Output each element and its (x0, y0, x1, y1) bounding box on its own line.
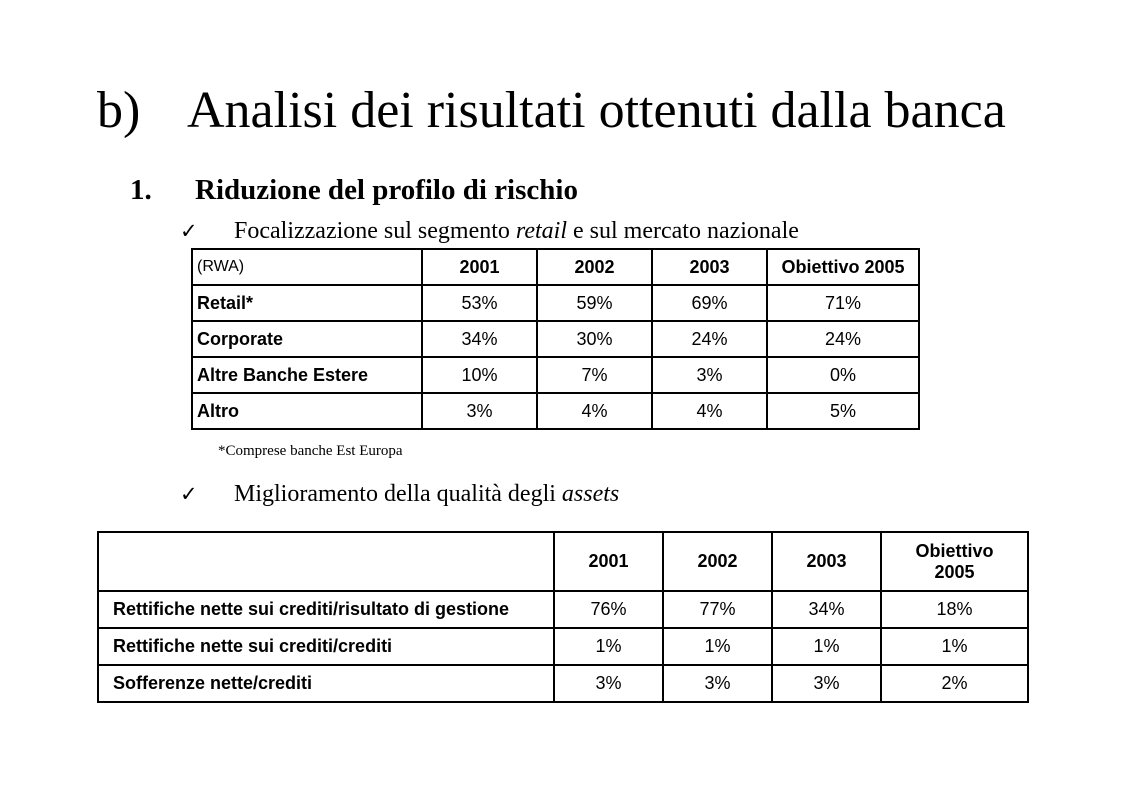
table-cell: 4% (537, 393, 652, 429)
table-cell: 3% (652, 357, 767, 393)
row-label: Sofferenze nette/crediti (98, 665, 554, 702)
table-cell: 4% (652, 393, 767, 429)
table-row (192, 321, 919, 357)
table-cell: 0% (767, 357, 919, 393)
table-cell: 71% (767, 285, 919, 321)
row-label: Rettifiche nette sui crediti/risultato di gestione (98, 591, 554, 628)
bullet-text-before: Focalizzazione sul segmento (234, 218, 516, 244)
table-row (192, 285, 919, 321)
table-cell: 10% (422, 357, 537, 393)
table-row (98, 665, 1028, 702)
table-header-cell: 2001 (554, 532, 663, 591)
table-header-cell: 2003 (772, 532, 881, 591)
checkmark-icon: ✓ (180, 219, 198, 243)
table-header-cell (98, 532, 554, 591)
table-cell: 3% (663, 665, 772, 702)
table-cell: 59% (537, 285, 652, 321)
table-cell: 1% (554, 628, 663, 665)
table-cell: 76% (554, 591, 663, 628)
rwa-table (191, 248, 920, 430)
table-cell: 3% (772, 665, 881, 702)
table-header-cell: (RWA) (192, 249, 422, 285)
bullet-text-italic: assets (561, 481, 620, 507)
title-label: b) (97, 82, 141, 139)
table-header-cell: 2003 (652, 249, 767, 285)
row-label: Retail* (192, 285, 422, 321)
table-row (192, 357, 919, 393)
table-cell: 3% (422, 393, 537, 429)
section-heading-text: Riduzione del profilo di rischio (195, 174, 578, 206)
table-cell: 24% (767, 321, 919, 357)
row-label: Altro (192, 393, 422, 429)
table-cell: 1% (772, 628, 881, 665)
table-cell: 1% (663, 628, 772, 665)
header-line-1: Obiettivo (915, 540, 994, 561)
table-cell: 77% (663, 591, 772, 628)
row-label: Altre Banche Estere (192, 357, 422, 393)
table-cell: 69% (652, 285, 767, 321)
table-header-cell: 2001 (422, 249, 537, 285)
table-row (98, 591, 1028, 628)
bullet-retail (180, 216, 799, 246)
bullet-text-after: e sul mercato nazionale (567, 218, 799, 244)
table-cell: 53% (422, 285, 537, 321)
table-cell: 1% (881, 628, 1028, 665)
table-cell: 5% (767, 393, 919, 429)
header-line-2: 2005 (934, 561, 975, 582)
section-number: 1. (130, 174, 152, 206)
row-label: Corporate (192, 321, 422, 357)
slide-title (97, 80, 1006, 142)
row-label: Rettifiche nette sui crediti/crediti (98, 628, 554, 665)
table-cell: 34% (772, 591, 881, 628)
table-cell: 34% (422, 321, 537, 357)
table-cell: 2% (881, 665, 1028, 702)
table-cell: 18% (881, 591, 1028, 628)
asset-quality-table (97, 531, 1029, 703)
table-cell: 3% (554, 665, 663, 702)
title-text: Analisi dei risultati ottenuti dalla banca (187, 82, 1006, 139)
table-row (98, 628, 1028, 665)
table-header-cell: 2002 (537, 249, 652, 285)
section-heading (130, 172, 578, 208)
table-footnote: *Comprese banche Est Europa (218, 443, 403, 459)
table-header-cell: Obiettivo 2005 (767, 249, 919, 285)
table-header-cell (881, 532, 1028, 591)
table-header-row (98, 532, 1028, 591)
table-cell: 7% (537, 357, 652, 393)
checkmark-icon: ✓ (180, 482, 198, 506)
table-header-cell: 2002 (663, 532, 772, 591)
table-cell: 30% (537, 321, 652, 357)
table-row (192, 393, 919, 429)
bullet-text-italic: retail (515, 218, 568, 244)
bullet-text-before: Miglioramento della qualità degli (234, 481, 562, 507)
bullet-assets (180, 479, 619, 509)
table-cell: 24% (652, 321, 767, 357)
table-header-row (192, 249, 919, 285)
